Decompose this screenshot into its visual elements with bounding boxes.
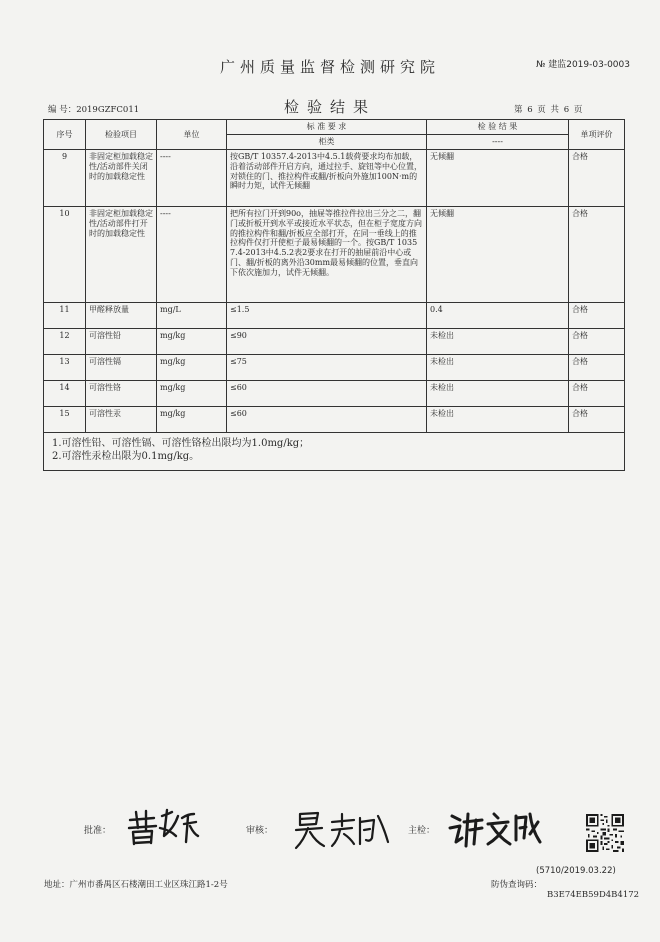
header-item: 检验项目 (86, 120, 157, 150)
cell-item: 可溶性铬 (86, 381, 157, 407)
institute-name: 广州质量监督检测研究院 (219, 58, 440, 76)
cell-item: 非固定柜加载稳定性/活动部件打开时的加载稳定性 (86, 207, 157, 303)
cell-item: 可溶性汞 (86, 407, 157, 433)
cell-result: 未检出 (427, 355, 569, 381)
cell-seq: 13 (44, 355, 86, 381)
table-row (44, 207, 625, 303)
reviewer-signature (292, 808, 392, 852)
cell-standard: ≤60 (227, 381, 427, 407)
cell-result: 无倾翻 (427, 150, 569, 207)
page-info: 第 6 页 共 6 页 (514, 105, 584, 115)
cell-unit: mg/L (157, 303, 227, 329)
inspector-signature (446, 808, 542, 850)
subheader-result: ---- (427, 135, 569, 150)
cell-verdict: 合格 (569, 407, 625, 433)
cell-seq: 12 (44, 329, 86, 355)
cell-verdict: 合格 (569, 381, 625, 407)
qr-code-icon (586, 814, 624, 852)
page-title: 检验结果 (283, 98, 376, 116)
anti-fake-label: 防伪查询码： (491, 880, 543, 890)
cell-result: 无倾翻 (427, 207, 569, 303)
cell-unit: ---- (157, 207, 227, 303)
table-row (44, 329, 625, 355)
serial-value: 2019GZFC011 (76, 105, 140, 115)
anti-fake-code (491, 878, 639, 900)
cell-result: 未检出 (427, 329, 569, 355)
approver-label: 批准： (84, 826, 112, 836)
document-code: № 建监2019-03-0003 (536, 60, 630, 70)
cell-result: 0.4 (427, 303, 569, 329)
cell-seq: 9 (44, 150, 86, 207)
header-standard: 标 准 要 求 (227, 120, 427, 135)
results-table (43, 119, 625, 471)
header-unit: 单位 (157, 120, 227, 150)
reviewer-label: 审核： (246, 826, 274, 836)
cell-seq: 11 (44, 303, 86, 329)
cell-standard: ≤90 (227, 329, 427, 355)
table-row (44, 303, 625, 329)
cell-seq: 10 (44, 207, 86, 303)
report-code: (5710/2019.03.22) (536, 866, 616, 876)
cell-standard: 把所有拉门开到90o，抽屉等推拉件拉出三分之二，翻门或折板开到水平或接近水平状态，但在柜子宽度方向的推拉构件和翻/折板应全部打开，在同一垂线上的推拉构件仅打开使柜子最易倾翻的一个。按GB/T 10357.4-2013中4.5.2表2要求在打开的抽屉前沿中心或门、翻/折板的离外沿30mm最易倾翻的位置，垂直向下依次施加力，试件无倾翻。 (227, 207, 427, 303)
inspector-label: 主检： (408, 826, 436, 836)
cell-unit: ---- (157, 150, 227, 207)
table-row (44, 407, 625, 433)
cell-result: 未检出 (427, 407, 569, 433)
table-row (44, 355, 625, 381)
subheader-standard: 柜类 (227, 135, 427, 150)
header-seq: 序号 (44, 120, 86, 150)
cell-standard: 按GB/T 10357.4-2013中4.5.1载荷要求均布加载，沿着活动部件开启方向，通过拉手、旋钮等中心位置，对锁住的门、推拉构件或翻/折板向外施加100N·m的瞬时力矩，试件无倾翻 (227, 150, 427, 207)
cell-seq: 15 (44, 407, 86, 433)
header-result: 检 验 结 果 (427, 120, 569, 135)
table-row (44, 381, 625, 407)
cell-result: 未检出 (427, 381, 569, 407)
cell-verdict: 合格 (569, 303, 625, 329)
notes-row (44, 433, 625, 471)
notes-cell (44, 433, 625, 471)
anti-fake-value: B3E74EB59D4B4172 (547, 890, 640, 900)
approver-signature (124, 806, 200, 848)
cell-item: 甲醛释放量 (86, 303, 157, 329)
serial-label: 编 号： (48, 105, 77, 115)
cell-unit: mg/kg (157, 407, 227, 433)
cell-verdict: 合格 (569, 329, 625, 355)
cell-standard: ≤75 (227, 355, 427, 381)
cell-item: 可溶性镉 (86, 355, 157, 381)
cell-standard: ≤1.5 (227, 303, 427, 329)
address: 地址：广州市番禺区石楼潮田工业区珠江路1-2号 (44, 880, 228, 890)
table-row (44, 150, 625, 207)
cell-verdict: 合格 (569, 207, 625, 303)
cell-unit: mg/kg (157, 329, 227, 355)
cell-standard: ≤60 (227, 407, 427, 433)
report-serial (48, 103, 139, 115)
cell-unit: mg/kg (157, 381, 227, 407)
cell-unit: mg/kg (157, 355, 227, 381)
cell-verdict: 合格 (569, 355, 625, 381)
header-verdict: 单项评价 (569, 120, 625, 150)
cell-item: 非固定柜加载稳定性/活动部件关闭时的加载稳定性 (86, 150, 157, 207)
cell-item: 可溶性铅 (86, 329, 157, 355)
cell-verdict: 合格 (569, 150, 625, 207)
note-1: 1.可溶性铅、可溶性镉、可溶性铬检出限均为1.0mg/kg； (52, 438, 310, 449)
note-2: 2.可溶性汞检出限为0.1mg/kg。 (52, 451, 200, 462)
cell-seq: 14 (44, 381, 86, 407)
